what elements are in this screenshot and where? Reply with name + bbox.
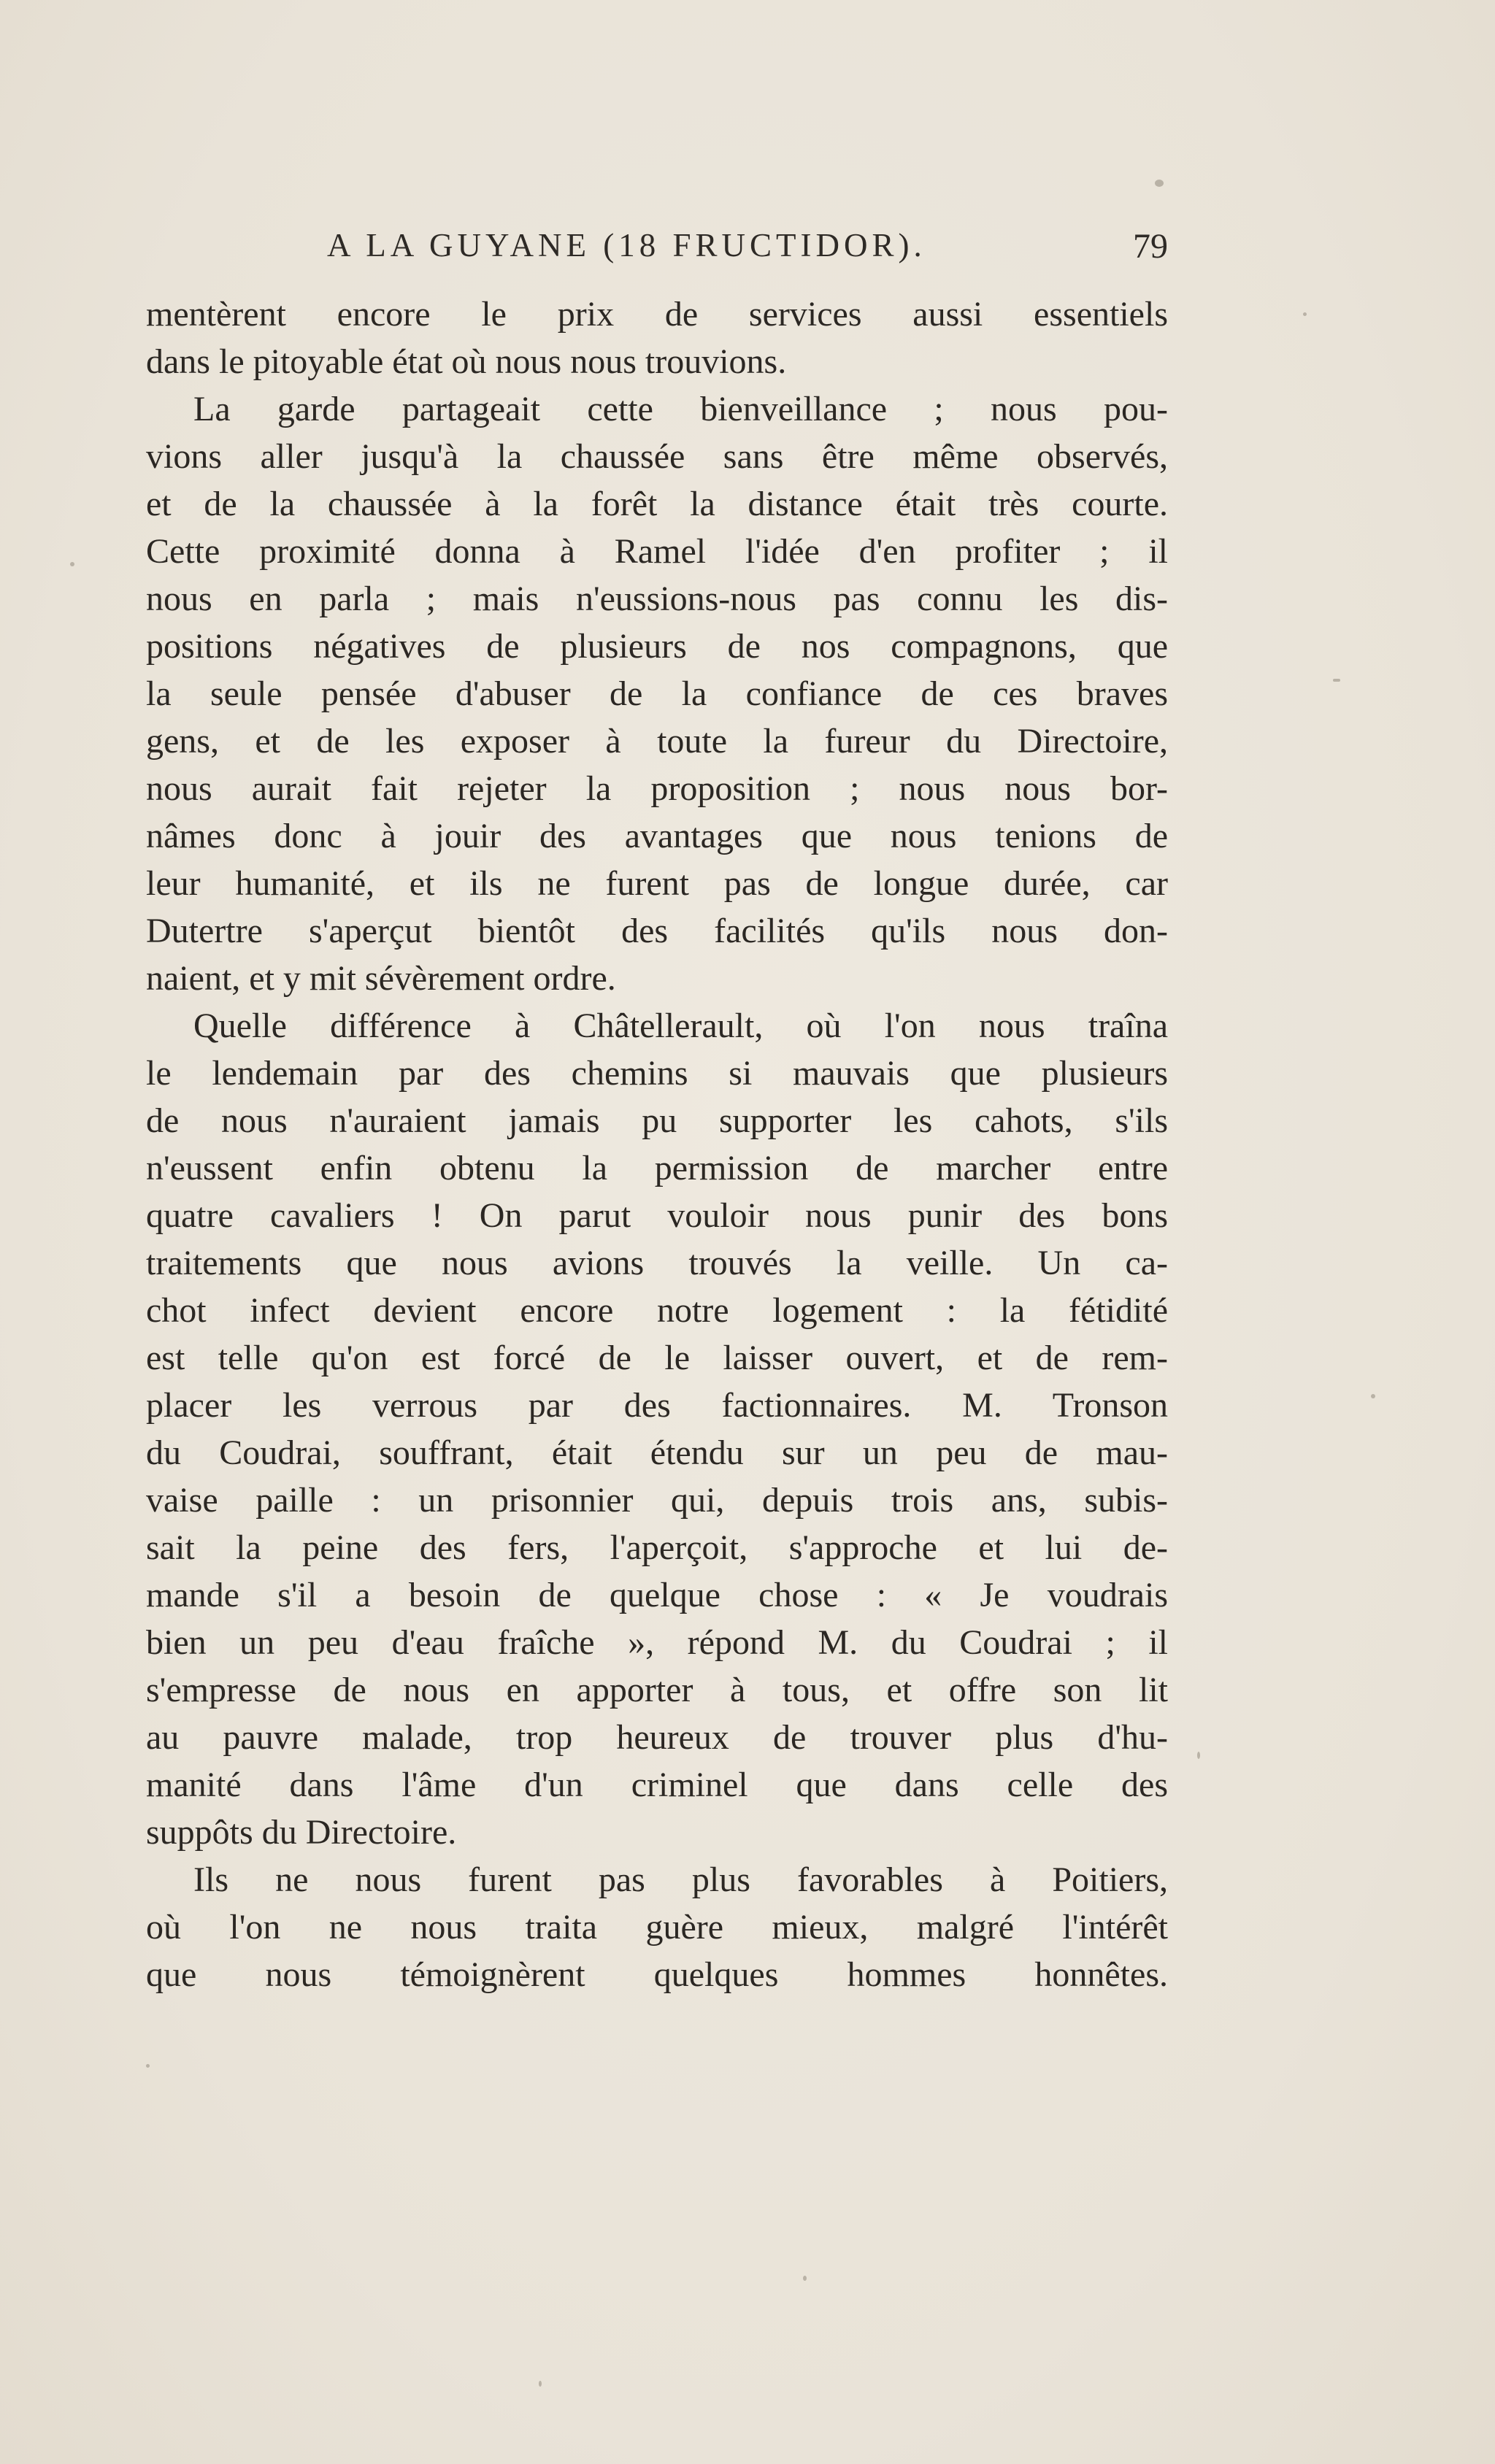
text-line: Cette proximité donna à Ramel l'idée d'en profiter ; il	[146, 532, 1168, 571]
text-line: Dutertre s'aperçut bientôt des facilités qu'ils nous don-	[146, 912, 1168, 950]
running-title: A LA GUYANE (18 FRUCTIDOR).	[327, 227, 926, 263]
paper-speck	[1303, 312, 1307, 316]
text-line: traitements que nous avions trouvés la veille. Un ca-	[146, 1244, 1168, 1282]
page-number: 79	[1133, 227, 1168, 266]
text-line: leur humanité, et ils ne furent pas de longue durée, car	[146, 864, 1168, 903]
text-line: Quelle différence à Châtellerault, où l'on nous traîna	[193, 1006, 1168, 1045]
text-line: la seule pensée d'abuser de la confiance de ces braves	[146, 674, 1168, 713]
text-line: vions aller jusqu'à la chaussée sans être même observés,	[146, 437, 1168, 476]
text-line: où l'on ne nous traita guère mieux, malgré l'intérêt	[146, 1908, 1168, 1947]
paper-speck	[803, 2276, 807, 2281]
text-line: sait la peine des fers, l'aperçoit, s'approche et lui de-	[146, 1528, 1168, 1567]
text-line: nâmes donc à jouir des avantages que nous tenions de	[146, 817, 1168, 855]
text-line: que nous témoignèrent quelques hommes honnêtes.	[146, 1955, 1168, 1994]
text-line: mande s'il a besoin de quelque chose : « Je voudrais	[146, 1576, 1168, 1614]
text-line: et de la chaussée à la forêt la distance était très courte.	[146, 485, 1168, 523]
paper-speck	[70, 562, 74, 566]
text-line: dans le pitoyable état où nous nous trouvions.	[146, 342, 787, 381]
text-line: suppôts du Directoire.	[146, 1813, 457, 1852]
text-line: le lendemain par des chemins si mauvais que plusieurs	[146, 1054, 1168, 1093]
text-line: s'empresse de nous en apporter à tous, et offre son lit	[146, 1671, 1168, 1709]
text-line: nous en parla ; mais n'eussions-nous pas connu les dis-	[146, 580, 1168, 618]
text-line: chot infect devient encore notre logement : la fétidité	[146, 1291, 1168, 1330]
text-line: positions négatives de plusieurs de nos compagnons, que	[146, 627, 1168, 666]
text-line: n'eussent enfin obtenu la permission de marcher entre	[146, 1149, 1168, 1187]
text-line: quatre cavaliers ! On parut vouloir nous punir des bons	[146, 1196, 1168, 1235]
paper-speck	[1333, 679, 1340, 682]
text-line: du Coudrai, souffrant, était étendu sur un peu de mau-	[146, 1433, 1168, 1472]
paper-speck	[1155, 180, 1164, 187]
body-text	[146, 290, 1168, 1998]
text-line: placer les verrous par des factionnaires. M. Tronson	[146, 1386, 1168, 1425]
running-head	[146, 223, 1168, 274]
text-line: au pauvre malade, trop heureux de trouver plus d'hu-	[146, 1718, 1168, 1757]
text-line: naient, et y mit sévèrement ordre.	[146, 959, 616, 998]
paper-speck	[1197, 1752, 1200, 1759]
text-line: Ils ne nous furent pas plus favorables à Poitiers,	[193, 1860, 1168, 1899]
text-line: vaise paille : un prisonnier qui, depuis trois ans, subis-	[146, 1481, 1168, 1520]
text-line: La garde partageait cette bienveillance ; nous pou-	[193, 390, 1168, 428]
text-line: est telle qu'on est forcé de le laisser ouvert, et de rem-	[146, 1339, 1168, 1377]
text-line: bien un peu d'eau fraîche », répond M. du Coudrai ; il	[146, 1623, 1168, 1662]
text-line: mentèrent encore le prix de services aussi essentiels	[146, 295, 1168, 334]
text-line: manité dans l'âme d'un criminel que dans celle des	[146, 1766, 1168, 1804]
paper-speck	[1371, 1394, 1375, 1398]
text-line: gens, et de les exposer à toute la fureur du Directoire,	[146, 722, 1168, 761]
paper-speck	[146, 2064, 150, 2068]
text-line: de nous n'auraient jamais pu supporter les cahots, s'ils	[146, 1101, 1168, 1140]
paper-speck	[539, 2381, 542, 2387]
text-line: nous aurait fait rejeter la proposition ; nous nous bor-	[146, 769, 1168, 808]
